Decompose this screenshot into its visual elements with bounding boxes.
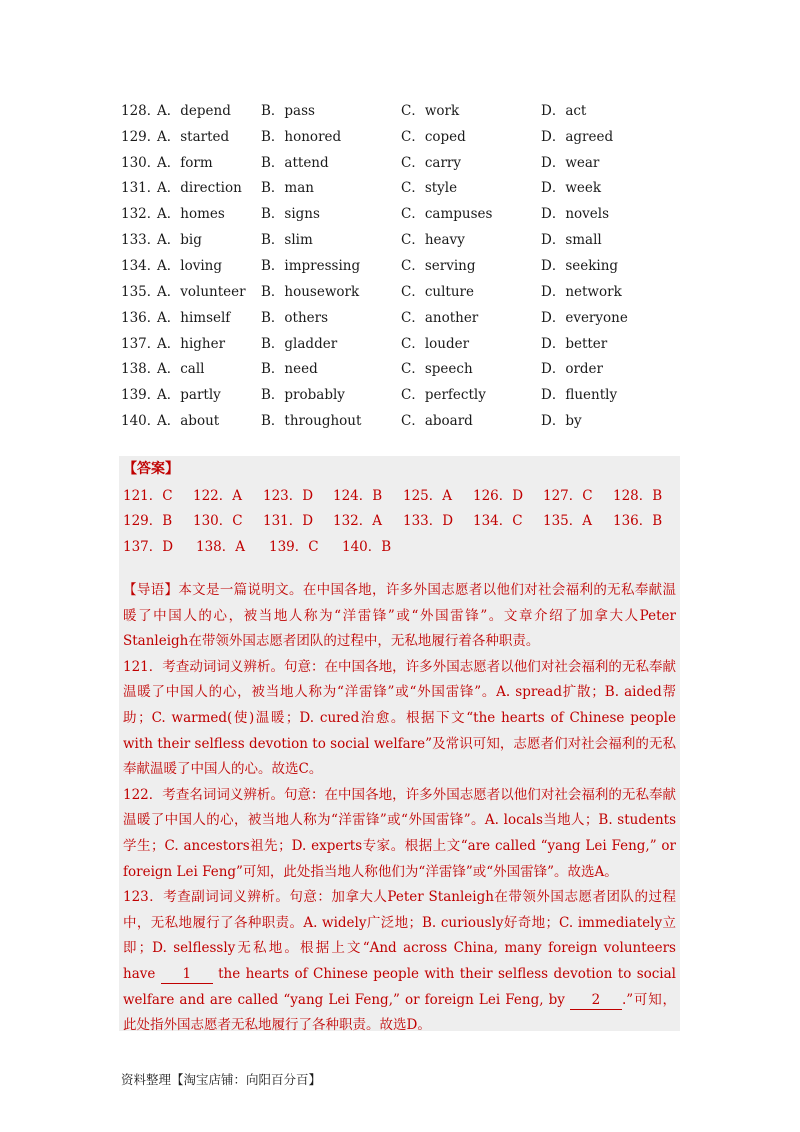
option-c: C．aboard: [401, 413, 473, 430]
option-a: A．direction: [157, 180, 242, 197]
option-b: B．probably: [261, 387, 345, 404]
answer-item: 127．C: [543, 487, 593, 504]
explanation-123: [123, 885, 676, 1039]
explanation-122: 122．考查名词词义辨析。句意：在中国各地，许多外国志愿者以他们对社会福利的无私奉献温暖了中国人的心，被当地人称为“洋雷锋”或“外国雷锋”。A. locals当地人；B. students学生；C. ancestors祖先；D. experts专家。根据上文“are called “yang Lei Feng,” or foreign Lei Feng”可知，此处指当地人称他们为“洋雷锋”或“外国雷锋”。故选A。: [123, 786, 676, 880]
option-b: B．others: [261, 309, 329, 326]
question-number: 139．: [121, 387, 161, 404]
option-d: D．novels: [541, 206, 610, 223]
answer-item: 121．C: [123, 487, 173, 504]
option-c: C．heavy: [401, 232, 465, 249]
option-c: C．campuses: [401, 206, 493, 223]
option-c: C．speech: [401, 361, 473, 378]
option-a: A．higher: [157, 335, 226, 352]
explanation-123-part3: .”可知，此处指外国志愿者无私地履行了各种职责。故选D。: [123, 991, 676, 1034]
answer-item: 131．D: [263, 513, 314, 530]
option-a: A．started: [157, 128, 230, 145]
answer-item: 123．D: [263, 487, 314, 504]
question-number: 140．: [121, 413, 161, 430]
option-a: A．depend: [157, 102, 231, 119]
option-a: A．homes: [157, 206, 225, 223]
answer-item: 139．C: [269, 538, 319, 555]
answer-item: 130．C: [193, 513, 243, 530]
answer-item: 124．B: [333, 487, 383, 504]
option-d: D．better: [541, 335, 608, 352]
option-c: C．another: [401, 309, 479, 326]
option-row: [121, 225, 681, 251]
option-c: C．style: [401, 180, 458, 197]
answer-row: [123, 532, 683, 558]
answer-item: 135．A: [543, 513, 593, 530]
answer-item: 132．A: [333, 513, 383, 530]
question-number: 129．: [121, 128, 161, 145]
option-d: D．everyone: [541, 309, 628, 326]
footer-note: 资料整理【淘宝店铺：向阳百分百】: [121, 1072, 322, 1087]
answer-item: 136．B: [613, 513, 663, 530]
option-row: [121, 354, 681, 380]
answer-item: 125．A: [403, 487, 453, 504]
answer-item: 138．A: [196, 538, 246, 555]
answer-item: 137．D: [123, 538, 174, 555]
explanation: [123, 578, 676, 1039]
option-a: A．volunteer: [157, 283, 246, 300]
option-b: B．slim: [261, 232, 313, 249]
option-a: A．partly: [157, 387, 221, 404]
answer-item: 133．D: [403, 513, 454, 530]
answer-item: 126．D: [473, 487, 524, 504]
option-c: C．coped: [401, 128, 466, 145]
answer-item: 134．C: [473, 513, 523, 530]
question-number: 131．: [121, 180, 161, 197]
option-b: B．man: [261, 180, 314, 197]
option-b: B．pass: [261, 102, 315, 119]
explanation-121: 121．考查动词词义辨析。句意：在中国各地，许多外国志愿者以他们对社会福利的无私奉献温暖了中国人的心，被当地人称为“洋雷锋”或“外国雷锋”。A. spread扩散；B. aided帮助；C. warmed(使)温暖；D. cured治愈。根据下文“the hearts of Chinese people with their selfless devotion to social welfare”及常识可知，志愿者们对社会福利的无私奉献温暖了中国人的心。故选C。: [123, 658, 676, 778]
option-row: [121, 199, 681, 225]
option-b: B．signs: [261, 206, 320, 223]
question-number: 134．: [121, 257, 161, 274]
option-b: B．impressing: [261, 257, 361, 274]
answer-row: [123, 507, 683, 533]
blank-1: 1: [161, 965, 213, 984]
option-c: C．carry: [401, 154, 461, 171]
question-number: 136．: [121, 309, 161, 326]
option-c: C．culture: [401, 283, 474, 300]
option-row: [121, 174, 681, 200]
question-number: 130．: [121, 154, 161, 171]
answer-item: 140．B: [342, 538, 392, 555]
option-row: [121, 277, 681, 303]
option-b: B．gladder: [261, 335, 338, 352]
option-row: [121, 96, 681, 122]
option-d: D．wear: [541, 154, 600, 171]
option-a: A．form: [157, 154, 213, 171]
question-number: 137．: [121, 335, 161, 352]
option-d: D．act: [541, 102, 587, 119]
option-row: [121, 329, 681, 355]
option-a: A．himself: [157, 309, 231, 326]
option-d: D．order: [541, 361, 603, 378]
option-a: A．about: [157, 413, 220, 430]
answer-section: [119, 456, 680, 1034]
option-d: D．small: [541, 232, 602, 249]
option-row: [121, 380, 681, 406]
blank-2: 2: [570, 991, 622, 1010]
option-row: [121, 251, 681, 277]
answer-title: 【答案】: [123, 461, 179, 477]
answer-item: 128．B: [613, 487, 663, 504]
answer-row: [123, 481, 683, 507]
option-row: [121, 122, 681, 148]
answer-item: 122．A: [193, 487, 243, 504]
option-d: D．seeking: [541, 257, 619, 274]
option-b: B．throughout: [261, 413, 362, 430]
option-c: C．louder: [401, 335, 470, 352]
option-row: [121, 406, 681, 432]
option-d: D．agreed: [541, 128, 614, 145]
option-b: B．housework: [261, 283, 360, 300]
option-d: D．fluently: [541, 387, 618, 404]
option-a: A．big: [157, 232, 202, 249]
explanation-123-part2: the hearts of Chinese people with their selfless devotion to social welfare and are called “yang Lei Feng,” or foreign Lei Feng, by: [123, 965, 676, 1008]
option-d: D．network: [541, 283, 622, 300]
answer-item: 129．B: [123, 513, 173, 530]
question-number: 128．: [121, 102, 161, 119]
question-number: 135．: [121, 283, 161, 300]
option-a: A．loving: [157, 257, 222, 274]
question-number: 138．: [121, 361, 161, 378]
options-table: [121, 96, 681, 432]
option-a: A．call: [157, 361, 205, 378]
question-number: 133．: [121, 232, 161, 249]
question-number: 132．: [121, 206, 161, 223]
guide-paragraph: 【导语】本文是一篇说明文。在中国各地，许多外国志愿者以他们对社会福利的无私奉献温暖了中国人的心，被当地人称为“洋雷锋”或“外国雷锋”。文章介绍了加拿大人Peter Stanleigh在带领外国志愿者团队的过程中，无私地履行着各种职责。: [123, 582, 676, 650]
option-c: C．perfectly: [401, 387, 486, 404]
option-row: [121, 303, 681, 329]
answer-grid: [123, 481, 683, 558]
option-b: B．honored: [261, 128, 342, 145]
option-c: C．work: [401, 102, 460, 119]
explanation-123-part1: 123．考查副词词义辨析。句意：加拿大人Peter Stanleigh在带领外国志愿者团队的过程中，无私地履行了各种职责。A. widely广泛地；B. curiously好奇地；C. immediately立即；D. selflessly无私地。根据上文“And across China, many foreign volunteers have: [123, 889, 676, 982]
option-b: B．need: [261, 361, 318, 378]
option-d: D．week: [541, 180, 602, 197]
option-b: B．attend: [261, 154, 329, 171]
option-c: C．serving: [401, 257, 476, 274]
option-row: [121, 148, 681, 174]
option-d: D．by: [541, 413, 582, 430]
